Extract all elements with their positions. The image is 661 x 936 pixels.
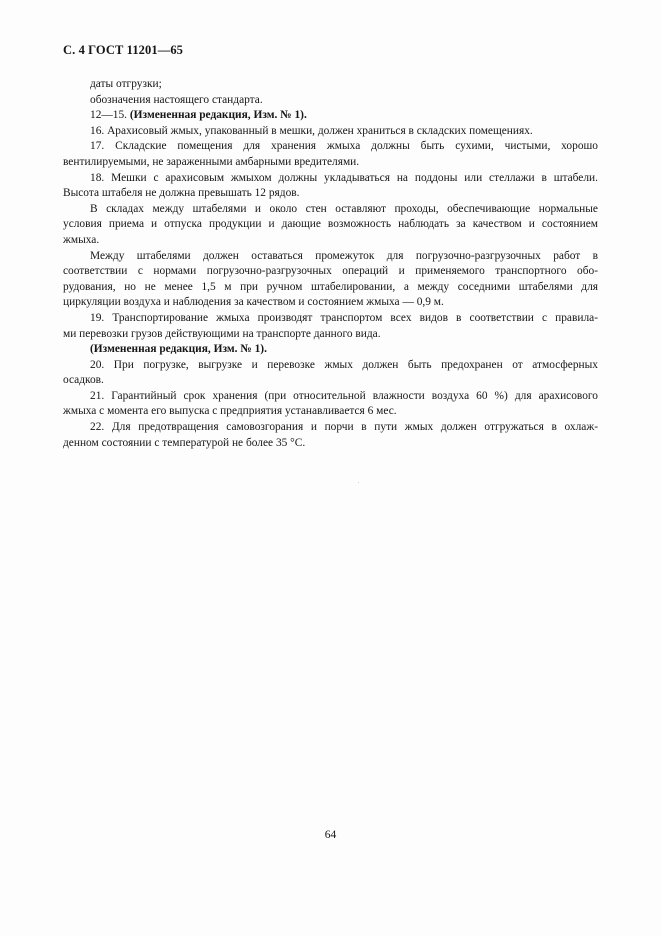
text-line: даты отгрузки; xyxy=(90,78,162,90)
text-line: условия приема и отпуска продукции и дающие возможность наблюдать за качеством и состоянием xyxy=(63,218,598,231)
amendment-note: (Измененная редакция, Изм. № 1). xyxy=(90,343,267,356)
page-header: С. 4 ГОСТ 11201—65 xyxy=(63,43,184,57)
text-line: 18. Мешки с арахисовым жмыхом должны укладываться на поддоны или стеллажи в штабели. xyxy=(90,171,598,184)
text-line: рудования, но не менее 1,5 м при ручном штабелировании, а между соседними штабелями для xyxy=(63,280,598,293)
text-line: жмыха. xyxy=(63,233,100,246)
text-line: денном состоянии с температурой не более 35 °С. xyxy=(63,436,306,449)
document-body xyxy=(63,77,598,451)
text-line: 22. Для предотвращения самовозгорания и порчи в пути жмых должен отгружаться в охлаж- xyxy=(90,421,598,434)
text-line xyxy=(63,108,598,124)
scan-speck xyxy=(358,482,359,483)
text-line: жмыха с момента его выпуска с предприятия устанавливается 6 мес. xyxy=(63,405,397,418)
text-line xyxy=(63,342,598,358)
text-line: циркуляции воздуха и наблюдения за качеством и состоянием жмыха — 0,9 м. xyxy=(63,296,444,309)
text-line: 21. Гарантийный срок хранения (при относительной влажности воздуха 60 %) для арахисового xyxy=(90,389,598,402)
text-line: обозначения настоящего стандарта. xyxy=(90,93,263,106)
text-line: 19. Транспортирование жмыха производят транспортом всех видов в соответствии с правила- xyxy=(90,311,598,324)
page-number: 64 xyxy=(324,829,337,841)
text-line: 20. При погрузке, выгрузке и перевозке жмых должен быть предохранен от атмосферных xyxy=(90,358,598,371)
text-line: осадков. xyxy=(63,374,104,387)
text-fragment: 12—15. xyxy=(90,109,130,122)
text-line: 16. Арахисовый жмых, упакованный в мешки, должен храниться в складских помещениях. xyxy=(90,124,533,137)
text-line: соответствии с нормами погрузочно-разгрузочных операций и применяемого транспортного обо- xyxy=(63,265,598,278)
text-line: Между штабелями должен оставаться промежуток для погрузочно-разгрузочных работ в xyxy=(90,249,598,262)
text-line: В складах между штабелями и около стен оставляют проходы, обеспечивающие нормальные xyxy=(90,202,598,215)
text-line: 17. Складские помещения для хранения жмыха должны быть сухими, чистыми, хорошо xyxy=(90,140,598,153)
text-line: вентилируемыми, не зараженными амбарными вредителями. xyxy=(63,155,360,168)
text-line: ми перевозки грузов действующими на транспорте данного вида. xyxy=(63,327,381,340)
amendment-note: (Измененная редакция, Изм. № 1). xyxy=(129,109,307,122)
text-line: Высота штабеля не должна превышать 12 рядов. xyxy=(63,187,300,200)
